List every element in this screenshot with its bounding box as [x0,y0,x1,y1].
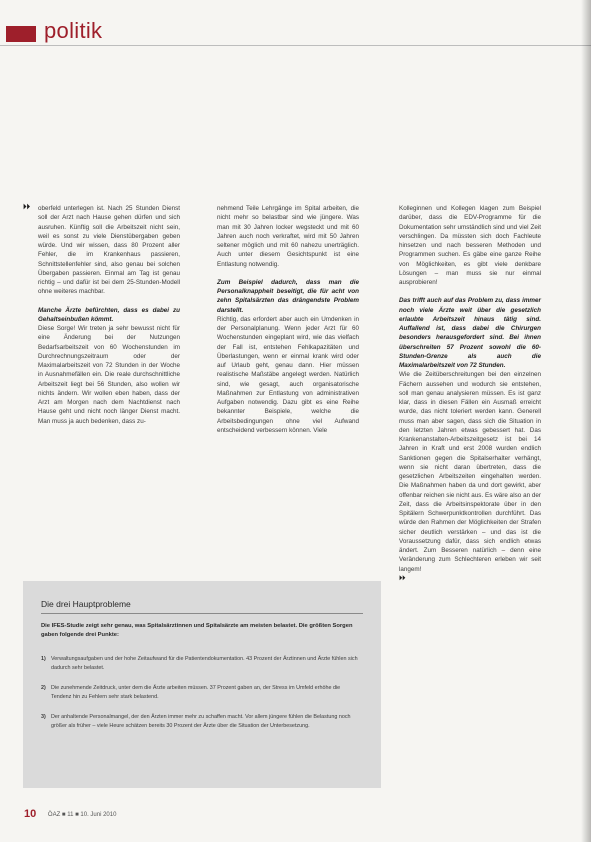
list-text: Der anhaltende Personalmangel, der den Ärzten immer mehr zu schaffen macht. Vor allem jüngere fühlen die Belastung noch größer als früher – viele Heure schätzen bereits 30 Prozent der Ärzte über die Situation der Unterbesetzung. [51,714,351,729]
article-column-3 [399,204,541,583]
header-rule [0,45,591,46]
section-color-block [6,26,36,42]
article-column-1 [38,204,180,426]
paragraph: Richtig, das erfordert aber auch ein Umdenken in der Personalplanung. Wenn jeder Arzt für 60 Wochenstunden eingeplant wird, wie das vielfach der Fall ist, entstehen Fehlkapazitäten und Überlastungen, wenn er einmal krank wird oder auf Urlaub geht, genau dann. Hier müssen realistische Maßstäbe angelegt werden. Natürlich sind, wie gesagt, auch organisatorische Maßnahmen zur Entlastung von administrativen Aufgaben notwendig. Dazu gibt es eine Reihe bekannter Beispiele, welche die Arbeitsbedingungen ohne viel Aufwand entscheidend verbessern können. Viele [217,315,359,434]
page-number: 10 [24,808,37,820]
interview-question: Das trifft auch auf das Problem zu, dass immer noch viele Ärzte weit über die gesetzlich erlaubte Arbeitszeit hinaus tätig sind. Auffallend ist, dass dabei die Chirurgen besonders herausgefordert sind. Bei ihnen überschreiten 57 Prozent sowohl die 60-Stunden-Grenze als auch die Maximalarbeitszeit von 72 Stunden. [399,297,541,369]
list-number: 2) [41,685,46,691]
interview-question: Manche Ärzte befürchten, dass es dabei zu Gehaltseinbußen kömmt. [38,306,180,323]
info-box-rule [41,613,363,614]
page-edge-shadow [581,0,591,842]
paragraph: nehmend Teile Lehrgänge im Spital arbeiten, die nicht mehr so belastbar sind wie jüngere. Was man mit 30 Jahren locker wegsteckt und mit 60 Jahren auch noch verkraftet, wird mit 50 Jahren seltener möglich und mit 60 nahezu unerträglich. Auch unter diesem Gesichtspunkt ist eine Entlastung notwendig. [217,205,359,268]
info-box-title: Die drei Hauptprobleme [41,599,131,609]
info-box-intro: Die IFES-Studie zeigt sehr genau, was Spitalsärztinnen und Spitalsärzte am meisten belastet. Die größten Sorgen gaben folgende drei Punkte: [41,623,353,638]
interview-question: Zum Beispiel dadurch, dass man die Personalknappheit beseitigt, die für acht von zehn Spitalsärzten das drängendste Problem darstellt. [217,278,359,314]
continuation-arrow-icon: ⏵⏵ [23,204,30,211]
list-item [41,713,361,730]
list-item [41,684,361,701]
list-number: 3) [41,714,46,720]
paragraph: Wie die Zeitüberschreitungen bei den einzelnen Fächern aussehen und wodurch sie entstehen, soll man genau analysieren müssen. Es ist ganz klar, dass in diesen Fällen ein Ausmaß erreicht wurde, das nicht toleriert werden kann. Generell muss man aber sagen, dass sich die Situation in den letzten Jahren etwas gebessert hat. Das Krankenanstalten-Arbeitszeitgesetz ist bei 14 Jahren in Kraft und erst 2008 wurden endlich Sanktionen gegen die Spitalserhalter verhängt, wenn sie nicht daran übertreten, dass die gesetzlichen Arbeitszeiten eingehalten werden. Die Maßnahmen haben da und dort gewirkt, aber offenbar reichen sie nicht aus. Es wäre also an der Zeit, dass die Arbeitsinspektorate über in den Spitälern Schwerpunktkontrollen durchführt. Das würde den Rahmen der Möglichkeiten der Strafen sicher deutlich verstärken – und das ist die Voraussetzung dafür, dass sich endlich etwas ändert. Zum Besseren natürlich – denn eine Veränderung zum Schlechteren erleben wir seit langem! [399,371,541,573]
end-arrow-icon: ⏵⏵ [399,574,406,582]
issue-info: ÖAZ ■ 11 ■ 10. Juni 2010 [47,812,117,818]
list-item [41,655,361,672]
paragraph: Kolleginnen und Kollegen klagen zum Beispiel darüber, dass die EDV-Programme für die Dokumentation sehr umständlich sind und viel Zeit verschlingen. Da müssten sich doch Fachleute hinsetzen und nach besseren Methoden und Programmen suchen. Es gäbe eine ganze Reihe von Möglichkeiten, es gibt viele denkbare Lösungen – man muss sie nur einmal ausprobieren! [399,205,541,286]
section-title: politik [44,18,103,43]
page-header [0,0,591,60]
info-box [23,581,381,788]
list-number: 1) [41,656,46,662]
list-text: Verwaltungsaufgaben und der hohe Zeitaufwand für die Patientendokumentation. 43 Prozent der Ärztinnen und Ärzte fühlen sich dadurch sehr belastet. [51,656,358,671]
paragraph: oberfeld unterlegen ist. Nach 25 Stunden Dienst soll der Arzt nach Hause gehen dürfen und sich ausruhen. Künftig soll die Arbeitszeit nicht sein, weil es sonst zu viele Dienstübergaben geben würde. Und wir wissen, dass 80 Prozent aller Fehler, die im Krankenhaus passieren, Schnittstellenfehler sind, also genau bei solchen Übergaben passieren. Einmal am Tag ist genau richtig – und dafür ist bei dem 25-Stunden-Modell ohne weiteres machbar. [38,205,180,296]
page-footer [24,808,116,820]
paragraph: Diese Sorge! Wir treten ja sehr bewusst nicht für eine Änderung bei der Nutzungen Bedarfsarbeitszeit von 60 Wochenstunden im Durchrechnungszeitraum oder der Maximalarbeitszeit von 72 Stunden in der Woche in Ausnahmefällen ein. Die reale durchschnittliche Arbeitszeit liegt bei 56 Stunden, also wollen wir nichts ändern. Wir wollen eben haben, dass der Arzt am Morgen nach dem Nachtdienst nach Hause geht und nicht noch länger Dienst macht. Man muss ja auch bedenken, dass zu- [38,325,180,425]
list-text: Die zunehmende Zeitdruck, unter dem die Ärzte arbeiten müssen. 37 Prozent gaben an, der Stress im Umfeld erhöhe die Tendenz hin zu Fehlern sehr stark belastend. [51,685,341,700]
article-column-2 [217,204,359,435]
